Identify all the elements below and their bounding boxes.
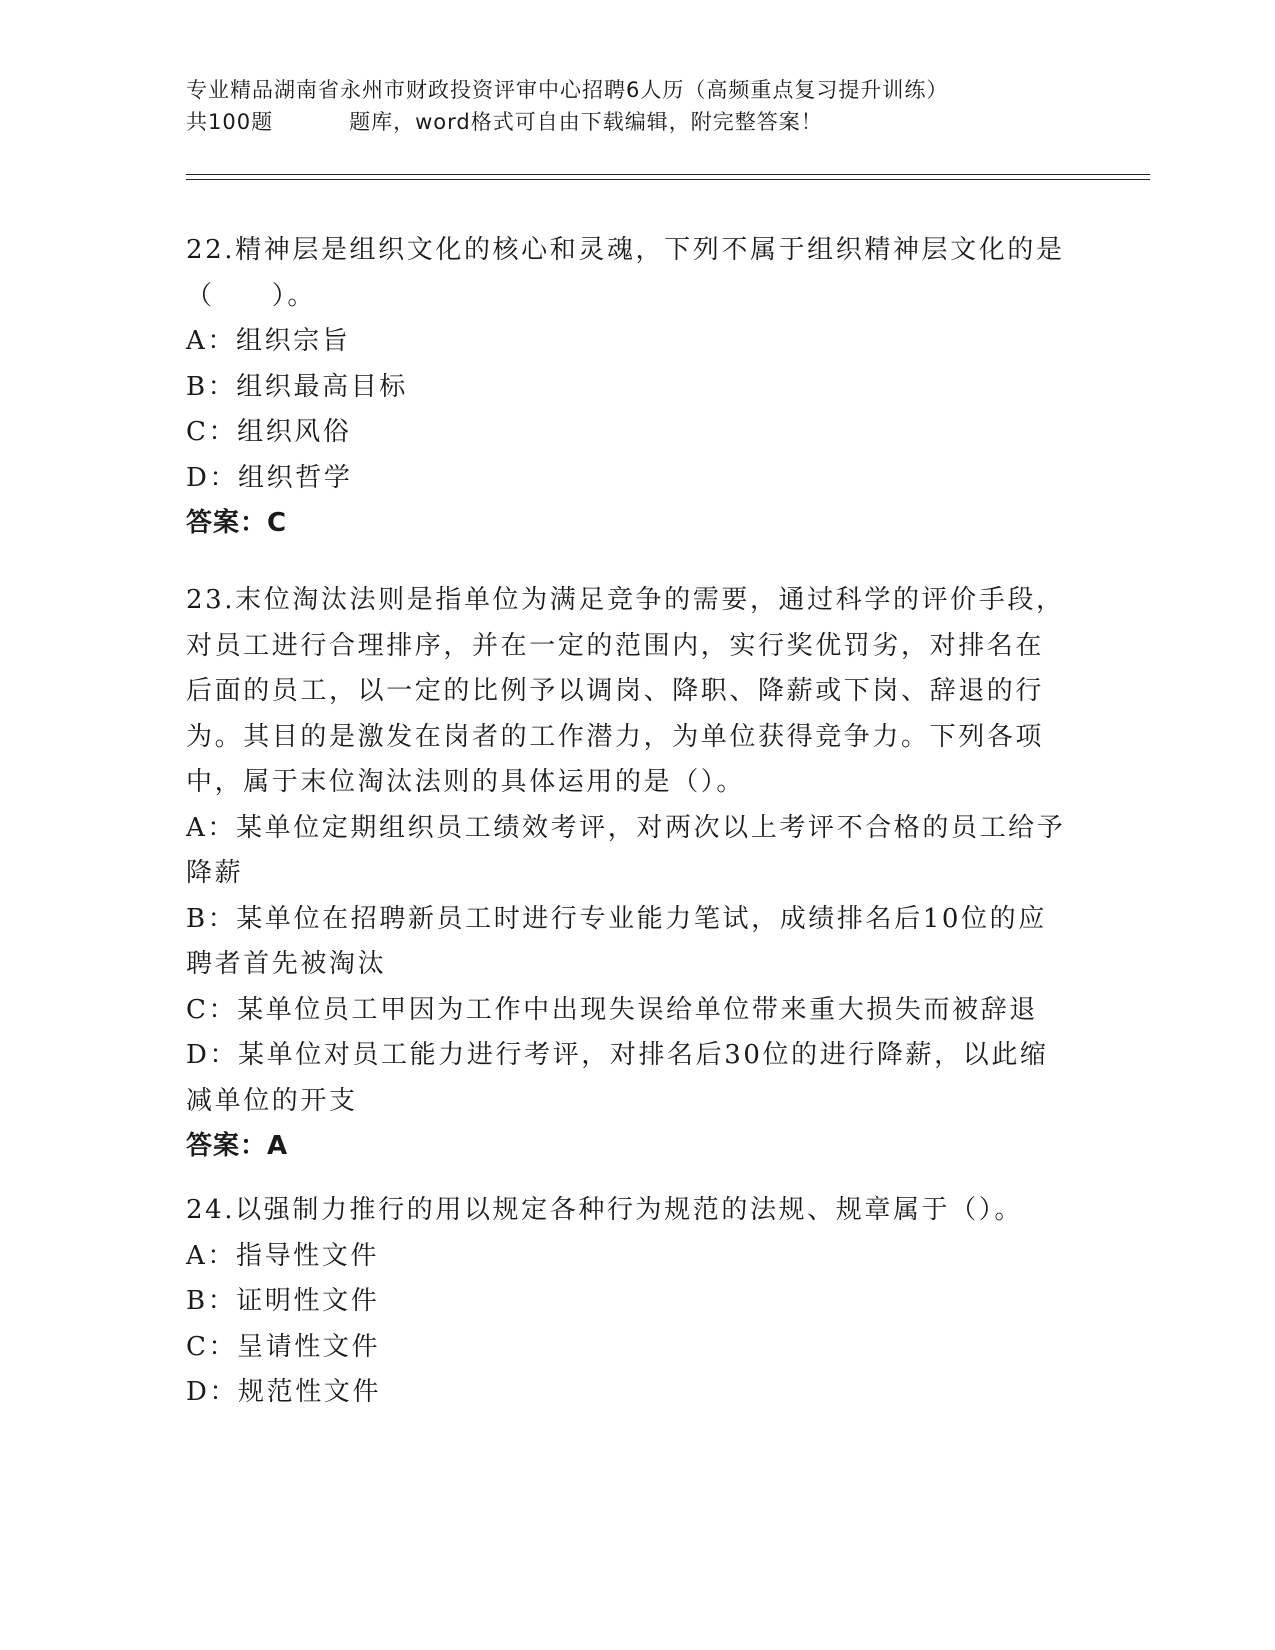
header-rule-bottom: [186, 179, 1150, 180]
option-c: C：呈请性文件: [186, 1331, 381, 1362]
question-stem: 中，属于末位淘汰法则的具体运用的是（）。: [186, 767, 746, 797]
question-23: [186, 578, 1086, 1170]
question-24: [186, 1188, 1086, 1416]
question-stem: 23.末位淘汰法则是指单位为满足竞争的需要，通过科学的评价手段，: [186, 585, 1065, 615]
option-b: B：某单位在招聘新员工时进行专业能力笔试，成绩排名后10位的应: [186, 903, 1047, 934]
header-rule-top: [186, 174, 1150, 175]
option-c: C：某单位员工甲因为工作中出现失误给单位带来重大损失而被辞退: [186, 994, 1038, 1025]
option-b: B：组织最高目标: [186, 371, 408, 402]
question-stem: 22.精神层是组织文化的核心和灵魂，下列不属于组织精神层文化的是: [186, 235, 1065, 265]
question-stem: 24.以强制力推行的用以规定各种行为规范的法规、规章属于（）。: [186, 1195, 1023, 1225]
option-c: C：组织风俗: [186, 417, 352, 447]
question-stem: 后面的员工，以一定的比例予以调岗、降职、降薪或下岗、辞退的行: [186, 676, 1045, 706]
answer: 答案：A: [186, 1131, 289, 1161]
answer: 答案：C: [186, 508, 288, 538]
header-line-1: 专业精品湖南省永州市财政投资评审中心招聘6人历（高频重点复习提升训练）: [186, 78, 949, 102]
option-a: A：指导性文件: [186, 1240, 379, 1271]
header-count: 共100题: [186, 110, 274, 134]
header-line-2: [186, 106, 1086, 138]
option-b: B：证明性文件: [186, 1286, 380, 1316]
option-a: A：组织宗旨: [186, 326, 351, 356]
option-d: D：规范性文件: [186, 1377, 382, 1407]
option-b-cont: 聘者首先被淘汰: [186, 949, 387, 979]
question-stem: （ ）。: [186, 280, 317, 311]
header-desc: 题库，word格式可自由下载编辑，附完整答案！: [349, 110, 823, 134]
option-a: A：某单位定期组织员工绩效考评，对两次以上考评不合格的员工给予: [186, 812, 1066, 843]
option-a-cont: 降薪: [186, 858, 244, 888]
option-d: D：某单位对员工能力进行考评，对排名后30位的进行降薪，以此缩: [186, 1040, 1049, 1070]
question-stem: 对员工进行合理排序，并在一定的范围内，实行奖优罚劣，对排名在: [186, 630, 1045, 661]
option-d: D：组织哲学: [186, 462, 353, 493]
question-22: [186, 228, 1086, 547]
option-d-cont: 减单位的开支: [186, 1085, 358, 1116]
page-header: [186, 74, 1086, 138]
question-stem: 为。其目的是激发在岗者的工作潜力，为单位获得竞争力。下列各项: [186, 721, 1045, 752]
